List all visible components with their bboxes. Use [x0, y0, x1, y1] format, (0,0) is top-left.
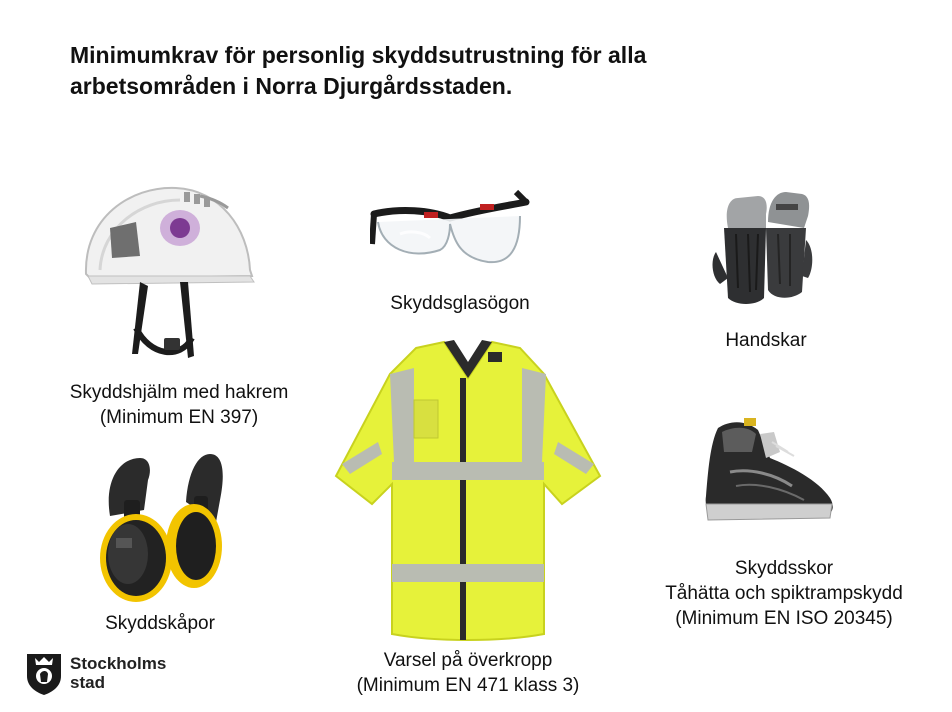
- safety-glasses-icon: [370, 188, 530, 282]
- vest-caption-line-2: (Minimum EN 471 klass 3): [356, 675, 580, 696]
- gloves-caption: [696, 328, 836, 353]
- glasses-caption: [370, 291, 550, 316]
- shoes-caption-line-1: Skyddsskor: [734, 558, 834, 579]
- page-title-line-1: Minimumkrav för personlig skyddsutrustning för alla: [70, 42, 647, 68]
- gloves-icon: [706, 188, 818, 314]
- hi-vis-vest-icon: [332, 338, 604, 644]
- shoes-caption-line-2: Tåhätta och spiktrampskydd: [665, 583, 903, 604]
- helmet-icon: [80, 178, 256, 370]
- logo-text-line-1: Stockholms: [70, 654, 167, 673]
- shoes-caption-line-3: (Minimum EN ISO 20345): [675, 608, 893, 629]
- earmuffs-caption: [80, 611, 240, 636]
- logo-text-line-2: stad: [70, 673, 105, 692]
- ear-protection-icon: [90, 450, 230, 606]
- helmet-caption: [50, 380, 308, 430]
- safety-shoe-icon: [700, 412, 840, 532]
- logo-text: [70, 654, 166, 692]
- page-title: [70, 40, 830, 102]
- vest-caption-line-1: Varsel på överkropp: [383, 650, 553, 671]
- helmet-caption-line-2: (Minimum EN 397): [99, 407, 259, 428]
- glasses-caption-line-1: Skyddsglasögon: [390, 293, 530, 314]
- shoes-caption: [636, 556, 932, 631]
- page-title-line-2: arbetsområden i Norra Djurgårdsstaden.: [70, 73, 513, 99]
- earmuffs-caption-line-1: Skyddskåpor: [105, 613, 215, 634]
- stockholm-stad-logo: [25, 652, 185, 696]
- gloves-caption-line-1: Handskar: [725, 330, 807, 351]
- vest-caption: [330, 648, 606, 698]
- stockholm-crest-icon: [25, 652, 63, 696]
- helmet-caption-line-1: Skyddshjälm med hakrem: [69, 382, 289, 403]
